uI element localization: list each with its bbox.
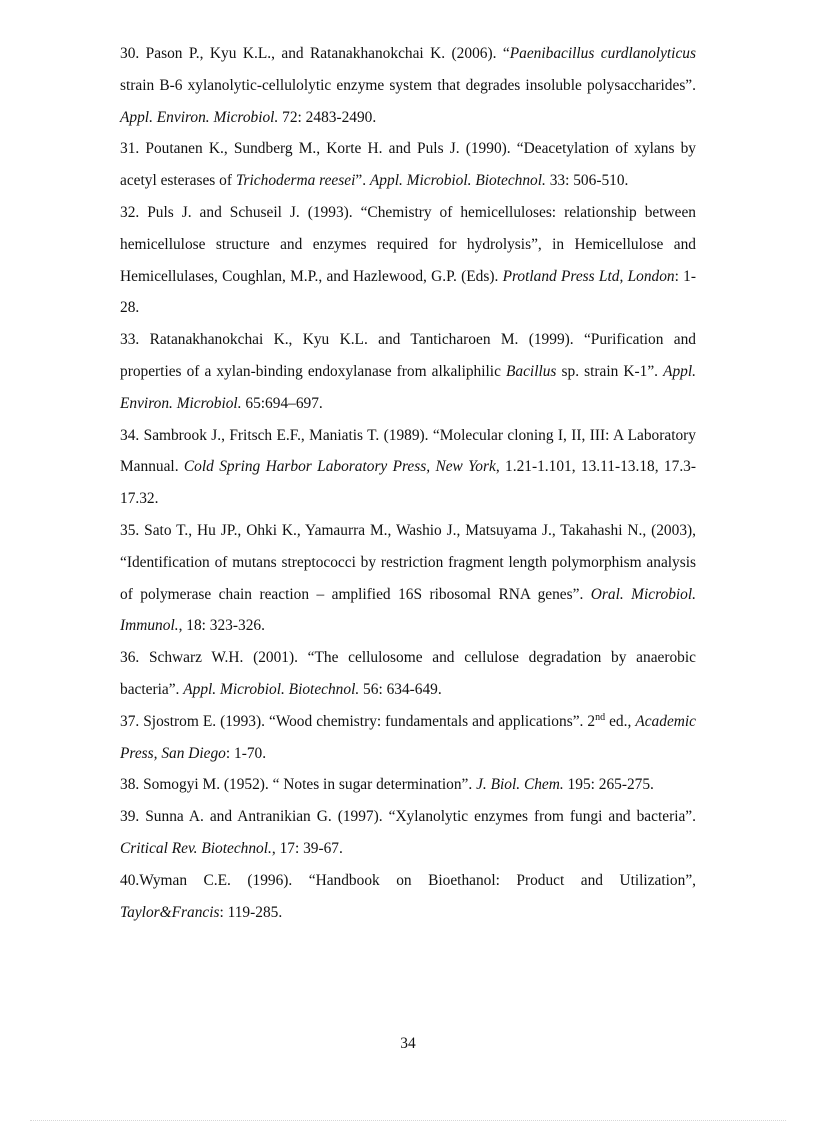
reference-text: : 1-28. bbox=[120, 267, 696, 317]
reference-entry bbox=[120, 865, 696, 929]
reference-entry bbox=[120, 38, 696, 133]
reference-italic-text: Appl. Environ. Microbiol. bbox=[120, 362, 696, 412]
reference-italic-text: Cold Spring Harbor Laboratory Press, New York bbox=[183, 458, 496, 476]
reference-entry bbox=[120, 420, 696, 515]
reference-entry bbox=[120, 197, 696, 324]
reference-text: 39. Sunna A. and Antranikian G. (1997). “Xylanolytic enzymes from fungi and bacteria”. bbox=[120, 808, 696, 826]
reference-entry bbox=[120, 324, 696, 419]
reference-text: 32. Puls J. and Schuseil J. (1993). “Chemistry of hemicelluloses: relationship between hemicellulose structure and enzymes required for hydrolysis”, in Hemicellulose and Hemicellulases, Coughlan, M.P., and Hazlewood, G.P. (Eds). bbox=[120, 203, 696, 285]
reference-italic-text: Paenibacillus curdlanolyticus bbox=[509, 45, 696, 62]
reference-text: , 17: 39-67. bbox=[271, 839, 343, 857]
reference-entry bbox=[120, 642, 696, 706]
reference-text: , 18: 323-326. bbox=[178, 617, 265, 635]
reference-entry bbox=[120, 769, 696, 801]
reference-italic-text: Appl. Microbiol. Biotechnol. bbox=[369, 172, 546, 190]
reference-text: 30. Pason P., Kyu K.L., and Ratanakhanokchai K. (2006). “ bbox=[120, 45, 510, 62]
reference-text: 31. Poutanen K., Sundberg M., Korte H. and Puls J. (1990). “Deacetylation of xylans by acetyl esterases of bbox=[120, 140, 696, 190]
reference-text: : 1-70. bbox=[225, 744, 267, 762]
reference-text: 65:694–697. bbox=[241, 394, 323, 412]
reference-italic-text: Appl. Microbiol. Biotechnol. bbox=[183, 680, 360, 698]
reference-entry bbox=[120, 706, 696, 770]
reference-list bbox=[120, 38, 696, 928]
reference-text: 38. Somogyi M. (1952). “ Notes in sugar determination”. bbox=[120, 776, 477, 794]
reference-text: : 119-285. bbox=[219, 903, 283, 921]
reference-text: 33: 506-510. bbox=[545, 172, 629, 190]
reference-entry bbox=[120, 801, 696, 865]
reference-italic-text: Trichoderma reesei bbox=[235, 172, 356, 190]
reference-text: 35. Sato T., Hu JP., Ohki K., Yamaurra M., Washio J., Matsuyama J., Takahashi N., (2003), “Identification of mutans streptococci by restriction fragment length polymorphism analysis of polymerase chain reaction – amplified 16S ribosomal RNA genes”. bbox=[120, 521, 696, 603]
reference-italic-text: Protland Press Ltd, London bbox=[502, 267, 675, 285]
reference-text: 56: 634-649. bbox=[359, 680, 442, 698]
reference-italic-text: Appl. Environ. Microbiol. bbox=[120, 108, 279, 126]
reference-text: 40.Wyman C.E. (1996). “Handbook on Bioethanol: Product and Utilization”, bbox=[120, 871, 696, 889]
reference-text: ”. bbox=[355, 172, 370, 190]
reference-italic-text: J. Biol. Chem. bbox=[476, 776, 564, 794]
reference-text: ed., bbox=[605, 712, 636, 730]
reference-text: 195: 265-275. bbox=[563, 776, 654, 794]
reference-text: sp. strain K-1”. bbox=[556, 362, 664, 380]
reference-superscript: nd bbox=[595, 711, 606, 723]
reference-text: 72: 2483-2490. bbox=[278, 108, 377, 126]
reference-text: 34. Sambrook J., Fritsch E.F., Maniatis T. (1989). “Molecular cloning I, II, III: A Laboratory Mannual. bbox=[120, 426, 696, 476]
reference-text: 37. Sjostrom E. (1993). “Wood chemistry: fundamentals and applications”. 2 bbox=[120, 712, 596, 730]
reference-entry bbox=[120, 133, 696, 197]
reference-italic-text: Critical Rev. Biotechnol. bbox=[120, 839, 272, 857]
reference-text: strain B-6 xylanolytic-cellulolytic enzyme system that degrades insoluble polysaccharides”. bbox=[120, 76, 696, 94]
reference-text: 33. Ratanakhanokchai K., Kyu K.L. and Tanticharoen M. (1999). “Purification and properties of a xylan-binding endoxylanase from alkaliphilic bbox=[120, 331, 696, 380]
reference-entry bbox=[120, 515, 696, 642]
page-bottom-border bbox=[30, 1120, 786, 1121]
reference-text: 36. Schwarz W.H. (2001). “The cellulosome and cellulose degradation by anaerobic bacteria”. bbox=[120, 649, 696, 698]
page-number: 34 bbox=[400, 1035, 416, 1052]
reference-italic-text: Taylor&Francis bbox=[120, 903, 220, 921]
reference-italic-text: Oral. Microbiol. Immunol. bbox=[120, 585, 696, 635]
reference-italic-text: Bacillus bbox=[505, 362, 557, 380]
reference-text: , 1.21-1.101, 13.11-13.18, 17.3-17.32. bbox=[120, 458, 696, 508]
reference-italic-text: Academic Press, San Diego bbox=[120, 712, 697, 762]
